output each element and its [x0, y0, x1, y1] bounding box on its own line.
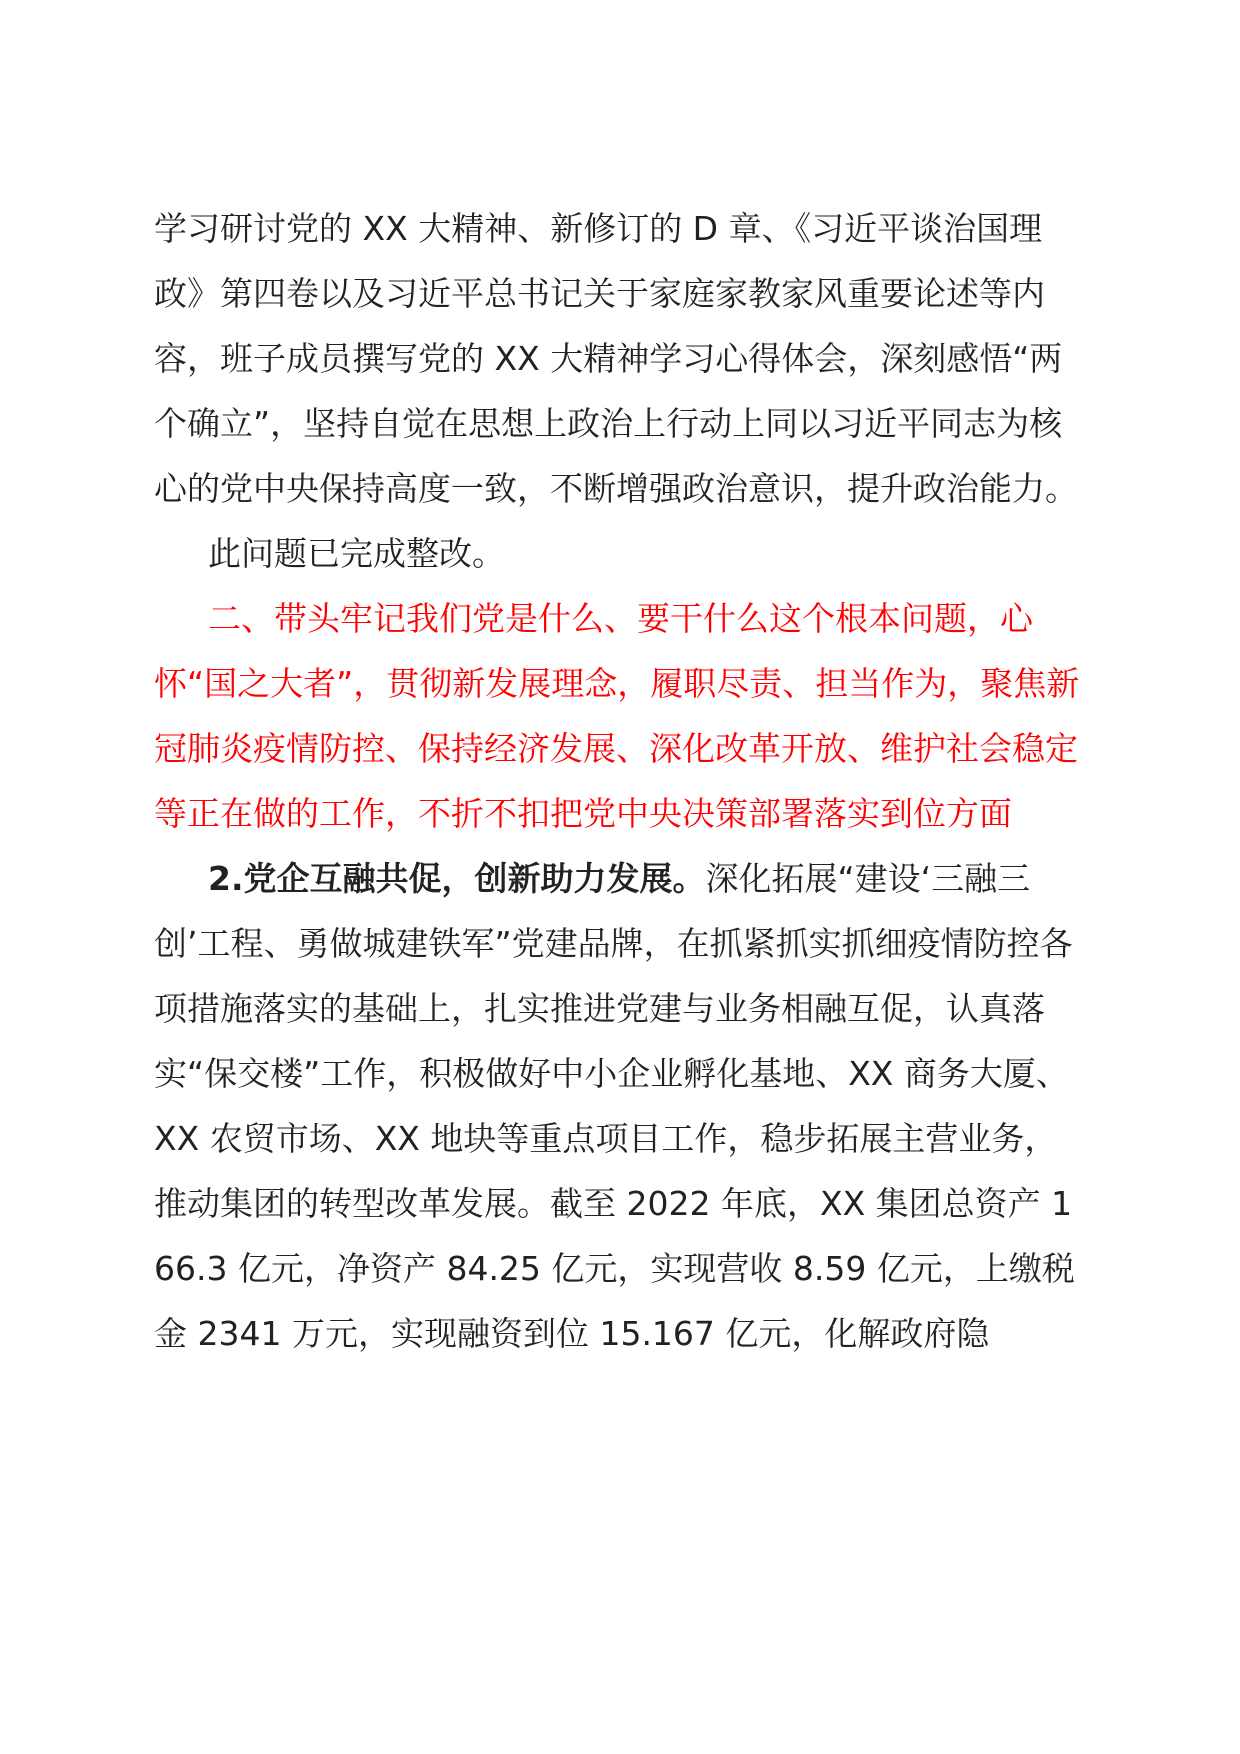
section-heading: 二、带头牢记我们党是什么、要干什么这个根本问题，心怀“国之大者”，贯彻新发展理念，履职尽责、担当作为，聚焦新冠肺炎疫情防控、保持经济发展、深化改革开放、维护社会稳定等正在做的工作，不折不扣把党中央决策部署落实到位方面: [154, 599, 1080, 833]
paragraph-lead: 2.党企互融共促，创新助力发展。: [208, 859, 706, 898]
body-paragraph-detail: [154, 846, 1084, 1366]
body-paragraph: 学习研讨党的 XX 大精神、新修订的 D 章、《习近平谈治国理政》第四卷以及习近平总书记关于家庭家教家风重要论述等内容，班子成员撰写党的 XX 大精神学习心得体会，深刻感悟“两个确立”，坚持自觉在思想上政治上行动上同以习近平同志为核心的党中央保持高度一致，不断增强政治意识，提升政治能力。: [154, 209, 1078, 508]
paragraph-body: 深化拓展“建设‘三融三创’工程、勇做城建铁军”党建品牌，在抓紧抓实抓细疫情防控各项措施落实的基础上，扎实推进党建与业务相融互促，认真落实“保交楼”工作，积极做好中小企业孵化基地、XX 商务大厦、XX 农贸市场、XX 地块等重点项目工作，稳步拓展主营业务，推动集团的转型改革发展。截至 2022 年底，XX 集团总资产 166.3 亿元，净资产 84.25 亿元，实现营收 8.59 亿元，上缴税金 2341 万元，实现融资到位 15.167 亿元，化解政府隐: [154, 859, 1075, 1353]
document-body: [154, 196, 1084, 1366]
rectification-status: 此问题已完成整改。: [208, 534, 505, 573]
